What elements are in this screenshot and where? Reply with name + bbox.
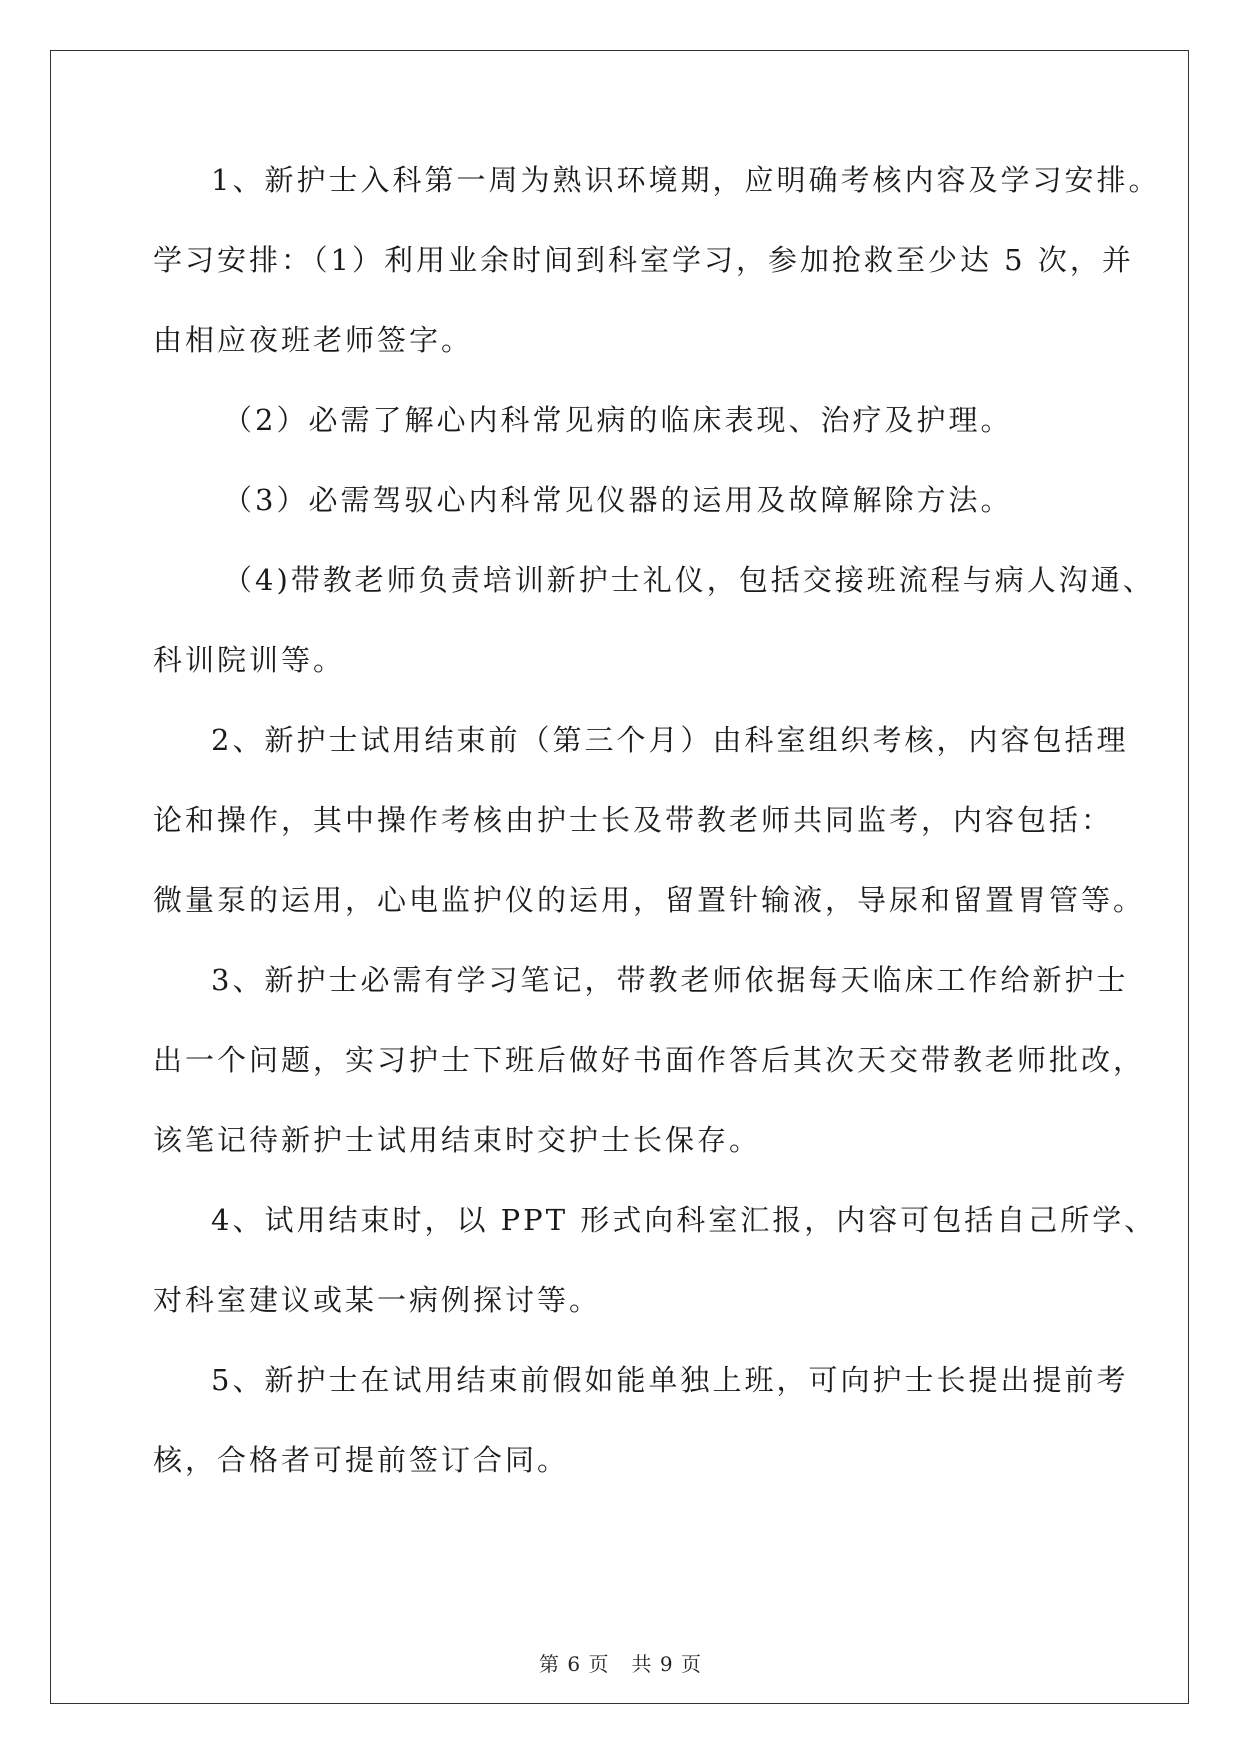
text-line: 出一个问题，实习护士下班后做好书面作答后其次天交带教老师批改， xyxy=(153,1043,1146,1077)
text-line: 对科室建议或某一病例探讨等。 xyxy=(153,1283,602,1317)
page-number: 第 6 页 xyxy=(539,1652,610,1676)
text-line: 由相应夜班老师签字。 xyxy=(153,323,474,357)
text-line: （4)带教老师负责培训新护士礼仪，包括交接班流程与病人沟通、 xyxy=(223,563,1155,597)
text-line: 5、新护士在试用结束前假如能单独上班，可向护士长提出提前考 xyxy=(211,1363,1129,1397)
text-line: （3）必需驾驭心内科常见仪器的运用及故障解除方法。 xyxy=(223,483,1013,517)
text-line: 1、新护士入科第一周为熟识环境期，应明确考核内容及学习安排。 xyxy=(211,163,1161,197)
text-line: 核，合格者可提前签订合同。 xyxy=(153,1443,570,1477)
text-line: 4、试用结束时，以 PPT 形式向科室汇报，内容可包括自己所学、 xyxy=(211,1203,1157,1237)
text-line: 学习安排：（1）利用业余时间到科室学习，参加抢救至少达 5 次，并 xyxy=(153,243,1134,277)
text-line: 该笔记待新护士试用结束时交护士长保存。 xyxy=(153,1123,762,1157)
text-line: 论和操作，其中操作考核由护士长及带教老师共同监考，内容包括： xyxy=(153,803,1114,837)
document-body xyxy=(153,160,1161,1520)
text-line: 微量泵的运用，心电监护仪的运用，留置针输液，导尿和留置胃管等。 xyxy=(153,883,1146,917)
text-line: 3、新护士必需有学习笔记，带教老师依据每天临床工作给新护士 xyxy=(211,963,1129,997)
page-footer xyxy=(0,1648,1241,1677)
page-total: 共 9 页 xyxy=(631,1652,702,1676)
text-line: （2）必需了解心内科常见病的临床表现、治疗及护理。 xyxy=(223,403,1013,437)
text-line: 2、新护士试用结束前（第三个月）由科室组织考核，内容包括理 xyxy=(211,723,1129,757)
text-line: 科训院训等。 xyxy=(153,643,346,677)
